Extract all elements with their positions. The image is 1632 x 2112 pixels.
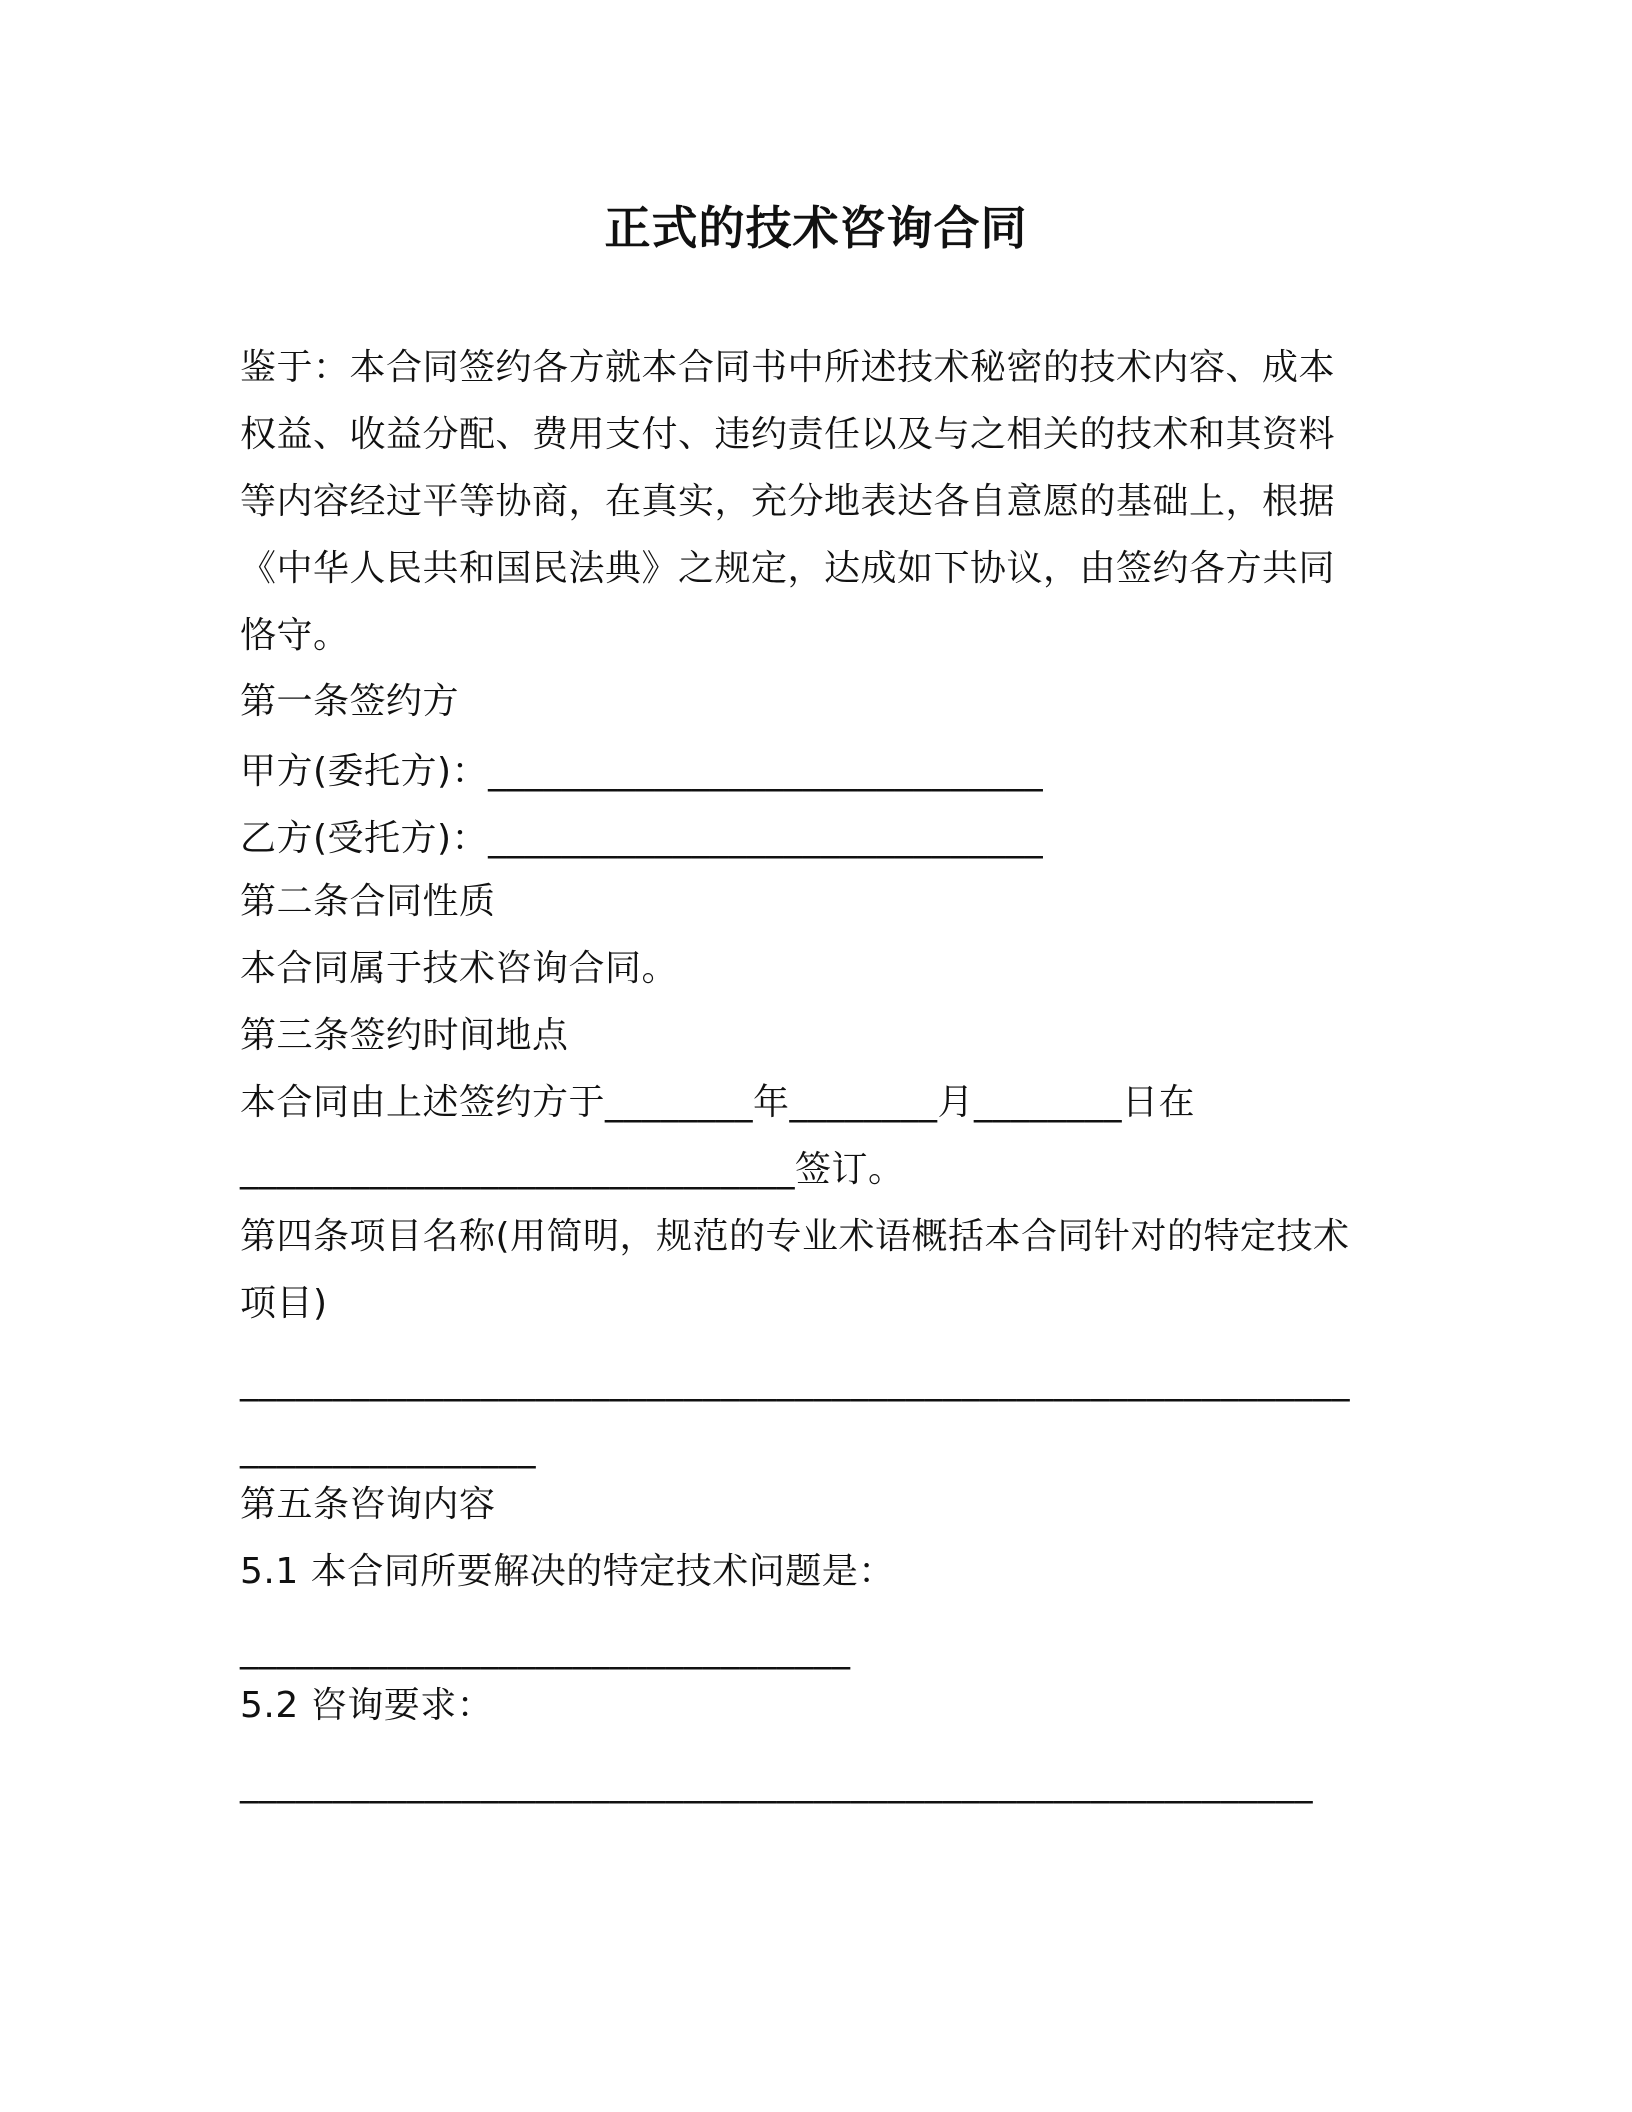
article-3-date-line: 本合同由上述签约方于________年________月________日在 (240, 1082, 1196, 1123)
article-3-heading: 第三条签约时间地点 (240, 1015, 569, 1056)
preamble-line-5: 恪守。 (240, 615, 350, 656)
preamble-line-2: 权益、收益分配、费用支付、违约责任以及与之相关的技术和其资料 (240, 414, 1336, 455)
article-5-2-blank: __________________________________________________________ (240, 1763, 1313, 1804)
article-2-content: 本合同属于技术咨询合同。 (240, 948, 679, 989)
article-5-1: 5.1 本合同所要解决的特定技术问题是： (240, 1551, 895, 1592)
article-5-heading: 第五条咨询内容 (240, 1484, 496, 1525)
article-4-blank-1: ____________________________________________________________ (240, 1361, 1350, 1402)
document-title: 正式的技术咨询合同 (604, 201, 1028, 255)
article-5-2: 5.2 咨询要求： (240, 1685, 494, 1726)
article-4-heading: 第四条项目名称(用简明，规范的专业术语概括本合同针对的特定技术 (240, 1216, 1350, 1257)
article-1-heading: 第一条签约方 (240, 681, 460, 722)
preamble-line-1: 鉴于：本合同签约各方就本合同书中所述技术秘密的技术内容、成本 (240, 347, 1336, 388)
article-3-place-line: ______________________________签订。 (240, 1149, 905, 1190)
party-b-line: 乙方(受托方)：______________________________ (240, 818, 1044, 859)
party-a-line: 甲方(委托方)：______________________________ (240, 751, 1044, 792)
article-2-heading: 第二条合同性质 (240, 881, 496, 922)
preamble-line-4: 《中华人民共和国民法典》之规定，达成如下协议，由签约各方共同 (240, 548, 1336, 589)
article-4-heading-cont: 项目) (240, 1283, 328, 1324)
preamble-line-3: 等内容经过平等协商，在真实，充分地表达各自意愿的基础上，根据 (240, 481, 1336, 522)
article-4-blank-2: ________________ (240, 1428, 536, 1469)
article-5-1-blank: _________________________________ (240, 1629, 851, 1670)
